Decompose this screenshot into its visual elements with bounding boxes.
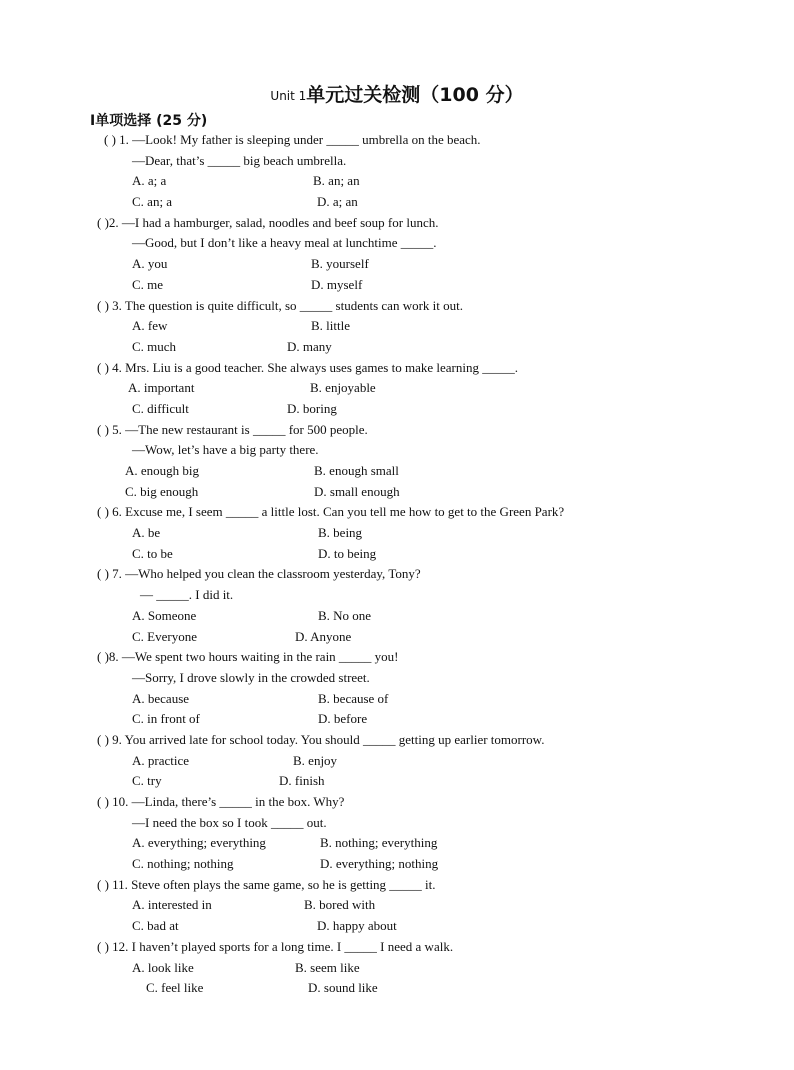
question-stem-reply: —Sorry, I drove slowly in the crowded street. <box>132 669 370 685</box>
question-stem: ( ) 12. I haven’t played sports for a long time. I _____ I need a walk. <box>97 938 454 954</box>
question-4 <box>0 358 794 379</box>
option-c: C. an; a <box>132 194 173 210</box>
question-stem: ( ) 9. You arrived late for school today. You should _____ getting up earlier tomorrow. <box>97 731 545 747</box>
option-b: B. an; an <box>313 173 360 189</box>
question-stem: ( ) 7. —Who helped you clean the classroom yesterday, Tony? <box>97 566 421 582</box>
page-title <box>0 80 794 107</box>
question-5 <box>0 420 794 441</box>
question-stem: ( )8. —We spent two hours waiting in the rain _____ you! <box>97 649 399 665</box>
option-c: C. Everyone <box>132 628 197 644</box>
option-d: D. to being <box>318 545 377 561</box>
option-d: D. finish <box>279 773 325 789</box>
option-b: B. little <box>311 318 350 334</box>
option-b: B. yourself <box>311 256 369 272</box>
question-stem: ( ) 6. Excuse me, I seem _____ a little lost. Can you tell me how to get to the Green Park? <box>97 504 565 520</box>
question-stem-reply: —Dear, that’s _____ big beach umbrella. <box>132 152 347 168</box>
title-unit: Unit 1 <box>270 89 307 103</box>
option-d: D. boring <box>287 400 337 416</box>
question-stem: ( ) 11. Steve often plays the same game, so he is getting _____ it. <box>97 876 436 892</box>
option-a: A. important <box>128 380 195 396</box>
section-heading: Ⅰ单项选择 (25 分) <box>90 113 208 129</box>
option-c: C. bad at <box>132 918 179 934</box>
option-b: B. No one <box>318 607 372 623</box>
question-7 <box>0 564 794 585</box>
option-c: C. try <box>132 773 162 789</box>
question-10 <box>0 792 794 813</box>
option-a: A. few <box>132 318 168 334</box>
question-stem-reply: —Good, but I don’t like a heavy meal at lunchtime _____. <box>132 235 437 251</box>
option-a: A. look like <box>132 959 194 975</box>
option-b: B. bored with <box>304 897 376 913</box>
option-b: B. because of <box>318 690 389 706</box>
question-8 <box>0 647 794 668</box>
question-list <box>0 130 794 999</box>
option-a: A. a; a <box>132 173 167 189</box>
option-d: D. happy about <box>317 918 397 934</box>
title-main: 单元过关检测（100 分） <box>306 84 524 106</box>
question-stem: ( ) 1. —Look! My father is sleeping under _____ umbrella on the beach. <box>104 132 481 147</box>
option-b: B. enjoy <box>293 752 338 768</box>
option-d: D. small enough <box>314 483 400 499</box>
question-stem-reply: —Wow, let’s have a big party there. <box>132 442 319 458</box>
question-stem-reply: — _____. I did it. <box>140 587 234 603</box>
option-d: D. myself <box>311 276 363 292</box>
option-b: B. being <box>318 525 363 541</box>
option-d: D. Anyone <box>295 628 352 644</box>
question-9 <box>0 730 794 751</box>
option-c: C. to be <box>132 545 173 561</box>
option-c: C. in front of <box>132 711 200 727</box>
question-12 <box>0 937 794 958</box>
option-c: C. much <box>132 338 177 354</box>
option-d: D. a; an <box>317 194 358 210</box>
option-a: A. you <box>132 256 168 272</box>
question-stem: ( ) 3. The question is quite difficult, so _____ students can work it out. <box>97 297 464 313</box>
question-11 <box>0 875 794 896</box>
option-c: C. me <box>132 276 164 292</box>
option-d: D. everything; nothing <box>320 856 439 872</box>
option-b: B. enough small <box>314 463 399 478</box>
question-stem-reply: —I need the box so I took _____ out. <box>132 814 327 830</box>
question-2 <box>0 213 794 234</box>
option-d: D. sound like <box>308 980 378 996</box>
option-a: A. interested in <box>132 897 212 913</box>
question-3 <box>0 296 794 317</box>
option-a: A. be <box>132 525 161 541</box>
option-d: D. many <box>287 338 332 354</box>
option-a: A. enough big <box>125 463 200 478</box>
question-stem: ( ) 4. Mrs. Liu is a good teacher. She always uses games to make learning _____. <box>97 359 518 375</box>
option-b: B. enjoyable <box>310 380 376 396</box>
option-a: A. Someone <box>132 607 197 623</box>
option-a: A. because <box>132 690 190 706</box>
question-stem: ( ) 10. —Linda, there’s _____ in the box. Why? <box>97 794 345 809</box>
option-c: C. nothing; nothing <box>132 856 234 872</box>
option-b: B. nothing; everything <box>320 835 438 851</box>
option-b: B. seem like <box>295 959 360 975</box>
question-6 <box>0 502 794 523</box>
option-c: C. feel like <box>146 980 204 996</box>
option-a: A. everything; everything <box>132 835 266 851</box>
option-c: C. big enough <box>125 483 199 499</box>
option-d: D. before <box>318 711 368 727</box>
question-stem: ( )2. —I had a hamburger, salad, noodles and beef soup for lunch. <box>97 214 439 230</box>
option-a: A. practice <box>132 752 190 768</box>
question-1 <box>0 130 794 151</box>
option-c: C. difficult <box>132 400 189 416</box>
question-stem: ( ) 5. —The new restaurant is _____ for 500 people. <box>97 421 368 437</box>
